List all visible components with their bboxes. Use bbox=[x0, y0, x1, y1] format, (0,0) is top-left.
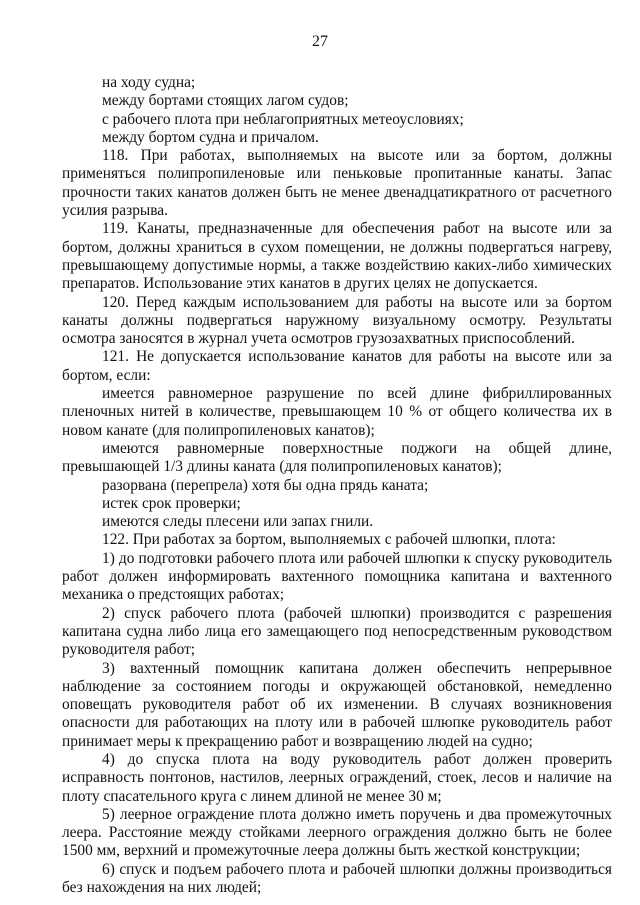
paragraph-120: 120. Перед каждым использованием для работы на высоте или за бортом канаты должны подвергаться наружному визуальному осмотру. Результаты осмотра заносятся в журнал учета осмотров грузозахватных приспособлений. bbox=[62, 293, 612, 348]
subitem-6: 6) спуск и подъем рабочего плота и рабочей шлюпки должны производиться без нахождения на них людей; bbox=[62, 860, 612, 897]
paragraph-118: 118. При работах, выполняемых на высоте или за бортом, должны применяться полипропиленовые или пеньковые пропитанные канаты. Запас прочности таких канатов должен быть не менее двенадцатикратного от расчетного усилия разрыва. bbox=[62, 147, 612, 220]
list-item-underway: на ходу судна; bbox=[102, 74, 196, 91]
paragraph-121: 121. Не допускается использование канатов для работы на высоте или за бортом, если: bbox=[62, 348, 612, 384]
list-item-inspection-expired: истек срок проверки; bbox=[102, 494, 241, 512]
list-item-fibril-damage: имеется равномерное разрушение по всей длине фибриллированных пленочных нитей в количестве, превышающем 10 % от общего количества их в новом канате (для полипропиленовых канатов); bbox=[62, 385, 612, 439]
subitem-3: 3) вахтенный помощник капитана должен обеспечить непрерывное наблюдение за состоянием погоды и окружающей обстановкой, немедленно оповещать руководителя работ об их изменении. В случаях возникновения опасности для работающих на плоту или в рабочей шлюпке руководитель работ принимает меры к прекращению работ и возвращению людей на судно; bbox=[62, 659, 612, 750]
list-item-between-ships: между бортами стоящих лагом судов; bbox=[102, 92, 349, 110]
subitem-1: 1) до подготовки рабочего плота или рабочей шлюпки к спуску руководитель работ должен информировать вахтенного помощника капитана и вахтенного механика о предстоящих работах; bbox=[62, 549, 612, 604]
subitem-2: 2) спуск рабочего плота (рабочей шлюпки) производится с разрешения капитана судна либо лица его замещающего под непосредственным руководством руководителя работ; bbox=[62, 604, 612, 659]
document-body bbox=[62, 74, 612, 897]
paragraph-122: 122. При работах за бортом, выполняемых с рабочей шлюпки, плота: bbox=[102, 531, 556, 549]
paragraph-119: 119. Канаты, предназначенные для обеспечения работ на высоте или за бортом, должны храниться в сухом помещении, не должны подвергаться нагреву, превышающему допустимые нормы, а также воздействию каких-либо химических препаратов. Использование этих канатов в других целях не допускается. bbox=[62, 220, 612, 293]
list-item-torn-strand: разорвана (перепрела) хотя бы одна прядь каната; bbox=[102, 476, 429, 494]
page-number: 27 bbox=[312, 33, 328, 50]
subitem-4: 4) до спуска плота на воду руководитель работ должен проверить исправность понтонов, настилов, леерных ограждений, стоек, лесов и наличие на плоту спасательного круга с линем длиной не менее 30 м; bbox=[62, 750, 612, 805]
list-item-ship-berth: между бортом судна и причалом. bbox=[102, 128, 319, 146]
list-item-mold: имеются следы плесени или запах гнили. bbox=[102, 513, 374, 531]
subitem-5: 5) леерное ограждение плота должно иметь поручень и два промежуточных леера. Расстояние между стойками леерного ограждения должно быть не более 1500 мм, верхний и промежуточные леера должны быть жесткой конструкции; bbox=[62, 805, 612, 860]
list-item-raft-weather: с рабочего плота при неблагоприятных метеоусловиях; bbox=[102, 110, 464, 128]
list-item-surface-burns: имеются равномерные поверхностные поджоги на общей длине, превышающей 1/3 длины каната (для полипропиленовых канатов); bbox=[62, 439, 612, 476]
